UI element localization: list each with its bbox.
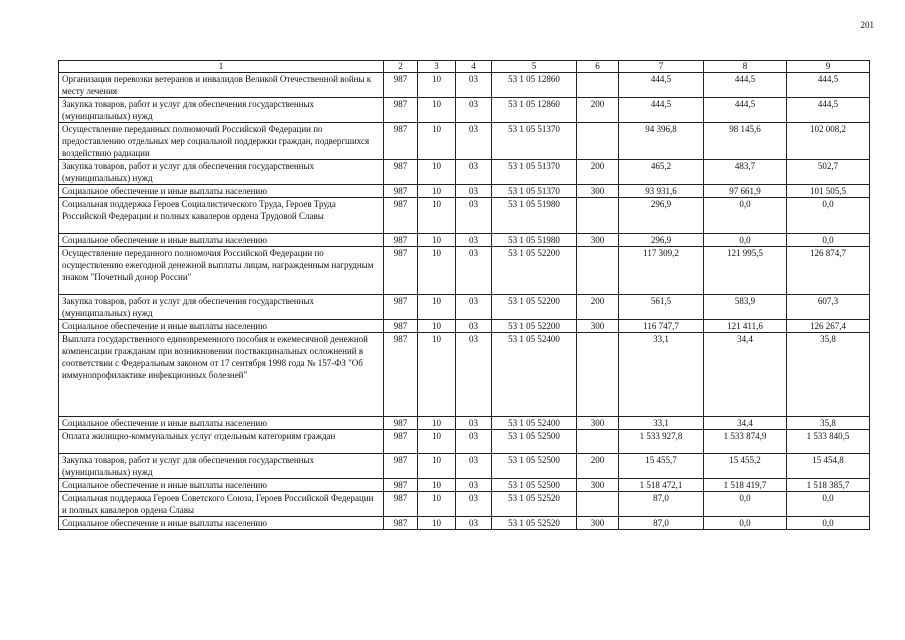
row-description: Оплата жилищно-коммунальных услуг отдельным категориям граждан xyxy=(59,430,384,454)
row-description: Социальное обеспечение и иные выплаты населению xyxy=(59,479,384,492)
column-header: 6 xyxy=(577,61,619,73)
amount-year-1: 117 309,2 xyxy=(619,247,704,295)
target-article-code: 53 1 05 52500 xyxy=(492,430,577,454)
amount-year-1: 1 533 927,8 xyxy=(619,430,704,454)
row-description: Социальная поддержка Героев Социалистического Труда, Героев Труда Российской Федерации и полных кавалеров ордена Трудовой Славы xyxy=(59,198,384,234)
amount-year-1: 15 455,7 xyxy=(619,454,704,479)
table-row xyxy=(59,492,870,517)
ministry-code: 987 xyxy=(384,234,418,247)
expense-type-code xyxy=(577,430,619,454)
row-description: Осуществление переданных полномочий Российской Федерации по предоставлению отдельных мер социальной поддержки граждан, подвергшихся воздействию радиации xyxy=(59,123,384,160)
amount-year-3: 0,0 xyxy=(787,198,870,234)
column-header: 5 xyxy=(492,61,577,73)
amount-year-3: 35,8 xyxy=(787,417,870,430)
amount-year-2: 98 145,6 xyxy=(704,123,787,160)
row-description: Социальное обеспечение и иные выплаты населению xyxy=(59,320,384,333)
amount-year-2: 1 533 874,9 xyxy=(704,430,787,454)
column-header: 2 xyxy=(384,61,418,73)
amount-year-1: 87,0 xyxy=(619,517,704,530)
column-header: 3 xyxy=(418,61,456,73)
ministry-code: 987 xyxy=(384,160,418,185)
amount-year-2: 121 411,6 xyxy=(704,320,787,333)
target-article-code: 53 1 05 52500 xyxy=(492,479,577,492)
amount-year-2: 121 995,5 xyxy=(704,247,787,295)
subsection-code: 03 xyxy=(456,479,492,492)
header-row xyxy=(59,61,870,73)
target-article-code: 53 1 05 51370 xyxy=(492,160,577,185)
ministry-code: 987 xyxy=(384,247,418,295)
table-row xyxy=(59,517,870,530)
amount-year-1: 33,1 xyxy=(619,333,704,417)
amount-year-1: 93 931,6 xyxy=(619,185,704,198)
amount-year-3: 35,8 xyxy=(787,333,870,417)
amount-year-1: 87,0 xyxy=(619,492,704,517)
amount-year-1: 94 396,8 xyxy=(619,123,704,160)
subsection-code: 03 xyxy=(456,123,492,160)
expense-type-code: 300 xyxy=(577,417,619,430)
table-row xyxy=(59,430,870,454)
section-code: 10 xyxy=(418,160,456,185)
expense-type-code: 200 xyxy=(577,454,619,479)
target-article-code: 53 1 05 52520 xyxy=(492,492,577,517)
section-code: 10 xyxy=(418,517,456,530)
subsection-code: 03 xyxy=(456,185,492,198)
amount-year-3: 126 267,4 xyxy=(787,320,870,333)
target-article-code: 53 1 05 52400 xyxy=(492,333,577,417)
subsection-code: 03 xyxy=(456,198,492,234)
target-article-code: 53 1 05 52500 xyxy=(492,454,577,479)
target-article-code: 53 1 05 52200 xyxy=(492,295,577,320)
expense-type-code xyxy=(577,73,619,98)
amount-year-3: 444,5 xyxy=(787,98,870,123)
section-code: 10 xyxy=(418,234,456,247)
row-description: Социальное обеспечение и иные выплаты населению xyxy=(59,234,384,247)
ministry-code: 987 xyxy=(384,454,418,479)
subsection-code: 03 xyxy=(456,454,492,479)
section-code: 10 xyxy=(418,333,456,417)
subsection-code: 03 xyxy=(456,333,492,417)
ministry-code: 987 xyxy=(384,417,418,430)
amount-year-3: 126 874,7 xyxy=(787,247,870,295)
amount-year-1: 116 747,7 xyxy=(619,320,704,333)
amount-year-1: 33,1 xyxy=(619,417,704,430)
table-row xyxy=(59,479,870,492)
ministry-code: 987 xyxy=(384,185,418,198)
table-row xyxy=(59,417,870,430)
section-code: 10 xyxy=(418,479,456,492)
expense-type-code xyxy=(577,123,619,160)
section-code: 10 xyxy=(418,185,456,198)
row-description: Закупка товаров, работ и услуг для обеспечения государственных (муниципальных) нужд xyxy=(59,98,384,123)
subsection-code: 03 xyxy=(456,517,492,530)
subsection-code: 03 xyxy=(456,320,492,333)
amount-year-1: 444,5 xyxy=(619,73,704,98)
expense-type-code: 300 xyxy=(577,479,619,492)
expense-type-code xyxy=(577,247,619,295)
ministry-code: 987 xyxy=(384,73,418,98)
expense-type-code: 300 xyxy=(577,517,619,530)
amount-year-1: 1 518 472,1 xyxy=(619,479,704,492)
expense-type-code: 300 xyxy=(577,234,619,247)
ministry-code: 987 xyxy=(384,295,418,320)
column-header: 1 xyxy=(59,61,384,73)
section-code: 10 xyxy=(418,492,456,517)
target-article-code: 53 1 05 52200 xyxy=(492,320,577,333)
table-row xyxy=(59,295,870,320)
row-description: Социальная поддержка Героев Советского Союза, Героев Российской Федерации и полных кавалеров ордена Славы xyxy=(59,492,384,517)
amount-year-2: 444,5 xyxy=(704,73,787,98)
budget-table xyxy=(58,60,870,530)
amount-year-1: 296,9 xyxy=(619,198,704,234)
target-article-code: 53 1 05 52520 xyxy=(492,517,577,530)
subsection-code: 03 xyxy=(456,234,492,247)
row-description: Организация перевозки ветеранов и инвалидов Великой Отечественной войны к месту лечения xyxy=(59,73,384,98)
table-row xyxy=(59,234,870,247)
row-description: Социальное обеспечение и иные выплаты населению xyxy=(59,185,384,198)
amount-year-3: 0,0 xyxy=(787,492,870,517)
column-header: 9 xyxy=(787,61,870,73)
section-code: 10 xyxy=(418,430,456,454)
amount-year-3: 607,3 xyxy=(787,295,870,320)
ministry-code: 987 xyxy=(384,430,418,454)
section-code: 10 xyxy=(418,198,456,234)
row-description: Социальное обеспечение и иные выплаты населению xyxy=(59,417,384,430)
table-row xyxy=(59,98,870,123)
subsection-code: 03 xyxy=(456,295,492,320)
amount-year-2: 0,0 xyxy=(704,492,787,517)
amount-year-3: 101 505,5 xyxy=(787,185,870,198)
target-article-code: 53 1 05 52200 xyxy=(492,247,577,295)
amount-year-3: 1 533 840,5 xyxy=(787,430,870,454)
column-header: 4 xyxy=(456,61,492,73)
table-row xyxy=(59,454,870,479)
ministry-code: 987 xyxy=(384,98,418,123)
amount-year-3: 15 454,8 xyxy=(787,454,870,479)
ministry-code: 987 xyxy=(384,517,418,530)
expense-type-code: 200 xyxy=(577,295,619,320)
section-code: 10 xyxy=(418,295,456,320)
subsection-code: 03 xyxy=(456,98,492,123)
expense-type-code: 200 xyxy=(577,160,619,185)
ministry-code: 987 xyxy=(384,320,418,333)
amount-year-2: 15 455,2 xyxy=(704,454,787,479)
amount-year-2: 444,5 xyxy=(704,98,787,123)
amount-year-1: 561,5 xyxy=(619,295,704,320)
amount-year-2: 34,4 xyxy=(704,333,787,417)
row-description: Закупка товаров, работ и услуг для обеспечения государственных (муниципальных) нужд xyxy=(59,454,384,479)
amount-year-1: 465,2 xyxy=(619,160,704,185)
expense-type-code xyxy=(577,198,619,234)
subsection-code: 03 xyxy=(456,492,492,517)
table-row xyxy=(59,185,870,198)
amount-year-1: 296,9 xyxy=(619,234,704,247)
subsection-code: 03 xyxy=(456,160,492,185)
page-number: 201 xyxy=(860,20,874,30)
target-article-code: 53 1 05 52400 xyxy=(492,417,577,430)
amount-year-2: 0,0 xyxy=(704,234,787,247)
expense-type-code xyxy=(577,492,619,517)
ministry-code: 987 xyxy=(384,333,418,417)
expense-type-code: 200 xyxy=(577,98,619,123)
section-code: 10 xyxy=(418,73,456,98)
row-description: Закупка товаров, работ и услуг для обеспечения государственных (муниципальных) нужд xyxy=(59,295,384,320)
section-code: 10 xyxy=(418,247,456,295)
target-article-code: 53 1 05 51980 xyxy=(492,198,577,234)
target-article-code: 53 1 05 51370 xyxy=(492,185,577,198)
subsection-code: 03 xyxy=(456,430,492,454)
amount-year-2: 97 661,9 xyxy=(704,185,787,198)
row-description: Выплата государственного единовременного пособия и ежемесячной денежной компенсации гражданам при возникновении поствакцинальных осложнений в соответствии с Федеральным законом от 17 сентября 1998 года № 157-ФЗ "Об иммунопрофилактике инфекционных болезней" xyxy=(59,333,384,417)
section-code: 10 xyxy=(418,320,456,333)
table-body xyxy=(59,73,870,530)
table-row xyxy=(59,247,870,295)
table-row xyxy=(59,73,870,98)
amount-year-2: 34,4 xyxy=(704,417,787,430)
amount-year-1: 444,5 xyxy=(619,98,704,123)
row-description: Закупка товаров, работ и услуг для обеспечения государственных (муниципальных) нужд xyxy=(59,160,384,185)
amount-year-2: 0,0 xyxy=(704,198,787,234)
ministry-code: 987 xyxy=(384,123,418,160)
column-header: 8 xyxy=(704,61,787,73)
amount-year-3: 0,0 xyxy=(787,517,870,530)
amount-year-3: 0,0 xyxy=(787,234,870,247)
amount-year-3: 102 008,2 xyxy=(787,123,870,160)
expense-type-code xyxy=(577,333,619,417)
table-row xyxy=(59,320,870,333)
expense-type-code: 300 xyxy=(577,320,619,333)
amount-year-2: 483,7 xyxy=(704,160,787,185)
ministry-code: 987 xyxy=(384,492,418,517)
expense-type-code: 300 xyxy=(577,185,619,198)
amount-year-2: 1 518 419,7 xyxy=(704,479,787,492)
target-article-code: 53 1 05 12860 xyxy=(492,98,577,123)
section-code: 10 xyxy=(418,98,456,123)
section-code: 10 xyxy=(418,454,456,479)
row-description: Осуществление переданного полномочия Российской Федерации по осуществлению ежегодной денежной выплаты лицам, награжденным нагрудным знаком "Почетный донор России" xyxy=(59,247,384,295)
amount-year-2: 0,0 xyxy=(704,517,787,530)
amount-year-3: 1 518 385,7 xyxy=(787,479,870,492)
subsection-code: 03 xyxy=(456,73,492,98)
amount-year-3: 444,5 xyxy=(787,73,870,98)
section-code: 10 xyxy=(418,417,456,430)
table-row xyxy=(59,123,870,160)
table-row xyxy=(59,333,870,417)
target-article-code: 53 1 05 12860 xyxy=(492,73,577,98)
row-description: Социальное обеспечение и иные выплаты населению xyxy=(59,517,384,530)
table-row xyxy=(59,160,870,185)
subsection-code: 03 xyxy=(456,247,492,295)
column-header: 7 xyxy=(619,61,704,73)
table-row xyxy=(59,198,870,234)
subsection-code: 03 xyxy=(456,417,492,430)
amount-year-3: 502,7 xyxy=(787,160,870,185)
section-code: 10 xyxy=(418,123,456,160)
ministry-code: 987 xyxy=(384,198,418,234)
target-article-code: 53 1 05 51370 xyxy=(492,123,577,160)
target-article-code: 53 1 05 51980 xyxy=(492,234,577,247)
ministry-code: 987 xyxy=(384,479,418,492)
amount-year-2: 583,9 xyxy=(704,295,787,320)
